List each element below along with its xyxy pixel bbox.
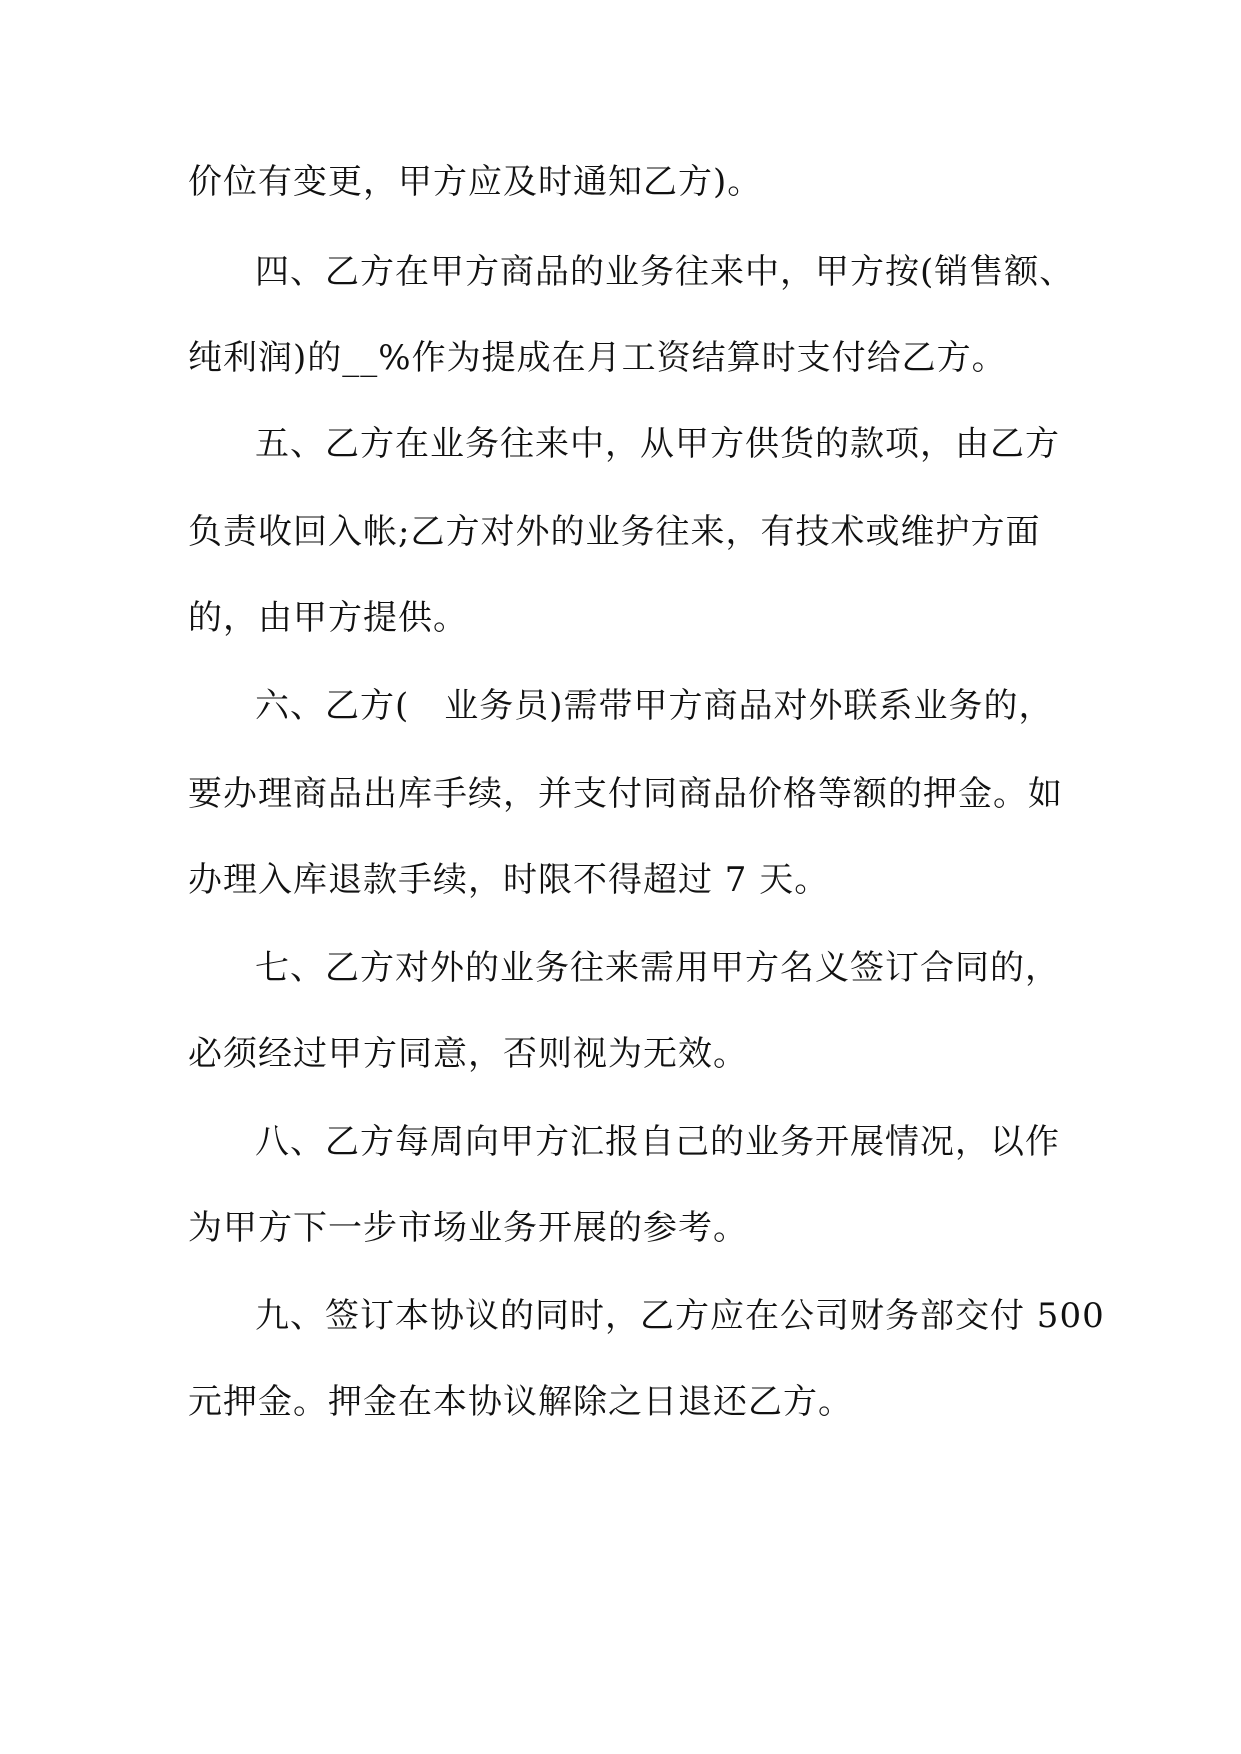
paragraph-line: 九、签订本协议的同时，乙方应在公司财务部交付 500: [255, 1296, 1105, 1336]
paragraph-line: 负责收回入帐;乙方对外的业务往来，有技术或维护方面: [188, 512, 1041, 552]
paragraph-line: 的，由甲方提供。: [188, 598, 468, 638]
paragraph-line: 必须经过甲方同意，否则视为无效。: [188, 1034, 748, 1074]
paragraph-line: 五、乙方在业务往来中，从甲方供货的款项，由乙方: [255, 424, 1060, 464]
paragraph-line: 要办理商品出库手续，并支付同商品价格等额的押金。如: [188, 774, 1063, 814]
paragraph-line: 元押金。押金在本协议解除之日退还乙方。: [188, 1382, 853, 1422]
paragraph-line: 价位有变更，甲方应及时通知乙方)。: [188, 162, 763, 202]
paragraph-line: 六、乙方( 业务员)需带甲方商品对外联系业务的，: [255, 686, 1054, 726]
paragraph-line: 四、乙方在甲方商品的业务往来中，甲方按(销售额、: [255, 252, 1075, 292]
paragraph-line: 八、乙方每周向甲方汇报自己的业务开展情况，以作: [255, 1122, 1060, 1162]
paragraph-line: 办理入库退款手续，时限不得超过 7 天。: [188, 860, 830, 900]
paragraph-line: 为甲方下一步市场业务开展的参考。: [188, 1208, 748, 1248]
paragraph-line: 七、乙方对外的业务往来需用甲方名义签订合同的，: [255, 948, 1060, 988]
paragraph-line: 纯利润)的__%作为提成在月工资结算时支付给乙方。: [188, 338, 1007, 378]
